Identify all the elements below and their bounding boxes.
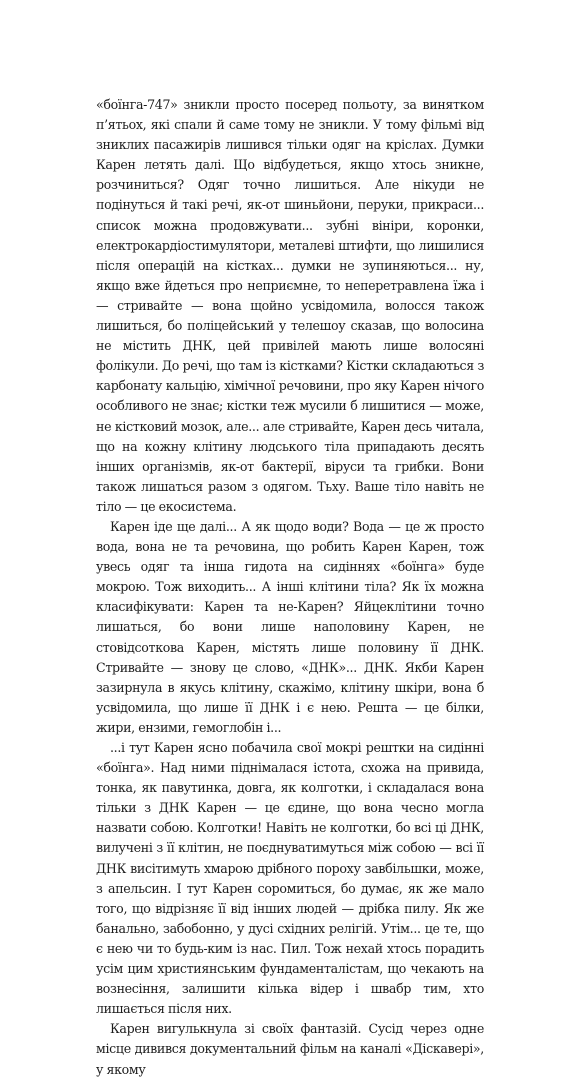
body-text bbox=[96, 95, 484, 1080]
paragraph: Карен вигулькнула зі своїх фантазій. Сусід через одне місце дивився документальний фільм на каналі «Діскавері», у якому bbox=[96, 1021, 484, 1077]
paragraph: Карен іде ще далі... А як щодо води? Вода — це ж просто вода, вона не та речовина, що робить Карен Карен, тож увесь одяг та інша гидота на сидіннях «боїнга» буде мокрою. Тож виходить... А інші клітини тіла? Як їх можна класифікувати: Карен та не-Карен? Яйцеклітини точно лишаться, бо вони лише наполовину Карен, не стовідсоткова Карен, містять лише половину її ДНК. Стривайте — знову це слово, «ДНК»... ДНК. Якби Карен зазирнула в якусь клітину, скажімо, клітину шкіри, вона б усвідомила, що лише її ДНК і є нею. Решта — це білки, жири, ензими, гемоглобін і... bbox=[96, 518, 484, 735]
paragraph: «боїнга-747» зникли просто посеред польоту, за винятком п’ятьох, які спали й саме тому не зникли. У тому фільмі від зниклих пасажирів лишився тільки одяг на кріслах. Думки Карен летять далі. Що відбудеться, якщо хтось зникне, розчиниться? Одяг точно лишиться. Але нікуди не подінуться й такі речі, як-от шиньйони, перуки, прикраси... список можна продовжувати... зубні вініри, коронки, електрокардіостимулятори, металеві штифти, що лишилися після операцій на кістках... думки не зупиняються... ну, якщо вже йдеться про неприємне, то неперетравлена їжа і — стривайте — вона щойно усвідомила, волосся також лишиться, бо поліцейський у телешоу сказав, що волосина не містить ДНК, цей привілей мають лише волосяні фолікули. До речі, що там із кістками? Кістки складаються з карбонату кальцію, хімічної речовини, про яку Карен нічого особливого не знає; кістки теж мусили б лишитися — може, не кістковий мозок, але... але стривайте, Карен десь читала, що на кожну клітину людського тіла припадають десять інших організмів, як-от бактерії, віруси та грибки. Вони також лишаться разом з одягом. Тьху. Ваше тіло навіть не тіло — це екосистема. bbox=[96, 97, 484, 514]
paragraph: ...і тут Карен ясно побачила свої мокрі рештки на сидінні «боїнга». Над ними піднімалася істота, схожа на привида, тонка, як павутинка, довга, як колготки, і складалася вона тільки з ДНК Карен — це єдине, що вона чесно могла назвати собою. Колготки! Навіть не колготки, бо всі ці ДНК, вилучені з її клітин, не поєднуватимуться між собою — всі її ДНК висітимуть хмарою дрібного пороху завбільшки, може, з апельсин. І тут Карен соромиться, бо думає, як же мало того, що відрізняє її від інших людей — дрібка пилу. Як же банально, забобонно, у дусі східних релігій. Утім... це те, що є нею чи то будь-ким із нас. Пил. Тож нехай хтось порадить усім цим християнським фундаменталістам, що чекають на вознесіння, залишити кілька відер і швабр тим, хто лишається після них. bbox=[96, 740, 484, 1017]
